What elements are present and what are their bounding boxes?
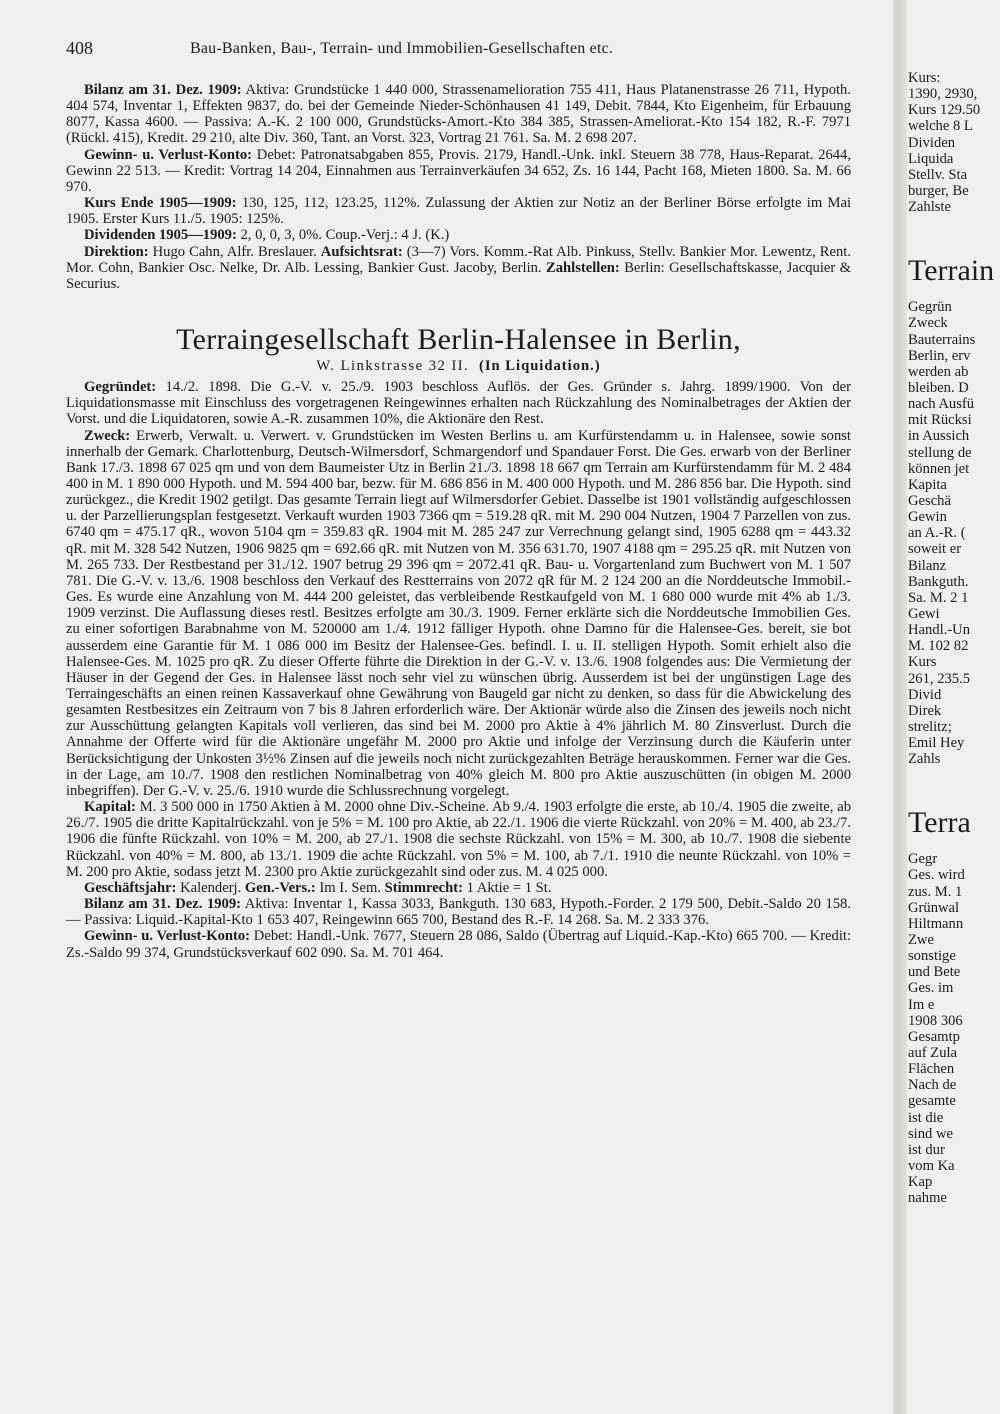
right-fragment-line: können jet (908, 460, 970, 477)
right-fragment-line: Zwe (908, 932, 934, 949)
right-mid-lines (908, 299, 1000, 767)
right-fragment-line: Zahls (908, 751, 941, 768)
right-fragment-line: Direk (908, 702, 942, 719)
right-fragment-line: 1908 306 (908, 1012, 963, 1029)
price-paragraph: Kurs Ende 1905—1909: 130, 125, 112, 123.25, 112%. Zulassung der Aktien zur Notiz an der Berliner Börse erfolgte im Mai 1905. Erster Kurs 11./5. 1905: 125%. (66, 195, 851, 228)
right-fragment-line: 1390, 2930, (908, 86, 978, 103)
right-fragment-line: Bauterrains (908, 331, 976, 348)
right-fragment-line: nahme (908, 1190, 947, 1207)
right-fragment-line: Grünwal (908, 899, 960, 916)
right-fragment-line: Kap (908, 1174, 933, 1191)
right-column-fragment (908, 70, 1000, 1414)
board-paragraph: Direktion: Hugo Cahn, Alfr. Breslauer. Aufsichtsrat: (3—7) Vors. Komm.-Rat Alb. Pinkuss, Stellv. Bankier Mor. Lewentz, Rent. Mor. Cohn, Bankier Osc. Nelke, Dr. Alb. Lessing, Bankier Gust. Jacoby, Berlin. Zahlstellen: Berlin: Gesellschaftskasse, Jacquier & Securius. (66, 243, 851, 292)
right-fragment-line: mit Rücksi (908, 412, 972, 429)
right-fragment-line: Gegrün (908, 299, 952, 316)
right-fragment-line: Kurs (908, 654, 937, 671)
right-fragment-line: strelitz; (908, 718, 952, 735)
right-title-2: Terra (908, 806, 971, 840)
right-fragment-line: sind we (908, 1125, 953, 1142)
right-fragment-line: 261, 235.5 (908, 670, 971, 687)
meeting-paragraph: Geschäftsjahr: Kalenderj. Gen.-Vers.: Im I. Sem. Stimmrecht: 1 Aktie = 1 St. (84, 879, 552, 896)
right-fragment-line: Zweck (908, 315, 948, 332)
profit-loss-paragraph: Gewinn- u. Verlust-Konto: Debet: Patronatsabgaben 855, Provis. 2179, Handl.-Unk. inkl. Steuern 38 778, Haus-Reparat. 2644, Gewinn 22 513. — Kredit: Vortrag 14 204, Einnahmen aus Terrainverkäufen 34 652, Zs. 16 144, Pacht 168, Mieten 1800. Sa. M. 66 970. (66, 146, 851, 195)
founded-paragraph: Gegründet: 14./2. 1898. Die G.-V. v. 25./9. 1903 beschloss Auflös. der Ges. Gründer s. Jahrg. 1899/1900. Von der Liquidationsmasse mit Einschluss des vorgetragenen Reingewinnes erhalten nach Rückzahlung des Nominalbetrages der Aktien der Vorst. und die Liquidatoren, sowie A.-R. zusammen 10%, die Aktionäre den Rest. (66, 379, 851, 428)
right-fragment-line: Ges. im (908, 980, 954, 997)
right-fragment-line: Divid (908, 686, 942, 703)
right-fragment-line: Zahlste (908, 199, 951, 216)
right-fragment-line: ist die (908, 1109, 944, 1126)
right-fragment-line: bleiben. D (908, 379, 969, 396)
right-fragment-line: Dividen (908, 134, 956, 151)
right-fragment-line: stellung de (908, 444, 972, 461)
right-fragment-line: Im e (908, 996, 935, 1013)
balance-paragraph: Bilanz am 31. Dez. 1909: Aktiva: Grundstücke 1 440 000, Strassenamelioration 755 411, Haus Platanenstrasse 26 711, Hypoth. 404 574, Inventar 1, Effekten 9837, do. bei der Gemeinde Nieder-Schönhausen 41 149, Debit. 7844, Kto Eigenheim, für Erbauung 8077, Kassa 4600. — Passiva: A.-K. 2 100 000, Grundstücks-Amort.-Kto 384 385, Strassen-Ameliorat.-Kto 154 182, R.-F. 7971 (Rückl. 415), Kredit. 29 210, alte Div. 360, Tant. an Vorst. 323, Vortrag 21 761. Sa. M. 2 698 207. (66, 82, 852, 147)
right-fragment-line: Nach de (908, 1077, 957, 1094)
right-top-lines (908, 70, 1000, 215)
right-fragment-line: Sa. M. 2 1 (908, 589, 969, 606)
right-fragment-line: an A.-R. ( (908, 525, 966, 542)
right-fragment-line: und Bete (908, 964, 961, 981)
running-head: Bau-Banken, Bau-, Terrain- und Immobilien-Gesellschaften etc. (190, 40, 614, 57)
right-fragment-line: Berlin, erv (908, 347, 971, 364)
right-fragment-line: Emil Hey (908, 735, 965, 752)
right-fragment-line: soweit er (908, 541, 962, 558)
page-number: 408 (66, 38, 93, 58)
left-column (66, 38, 851, 961)
right-fragment-line: vom Ka (908, 1158, 955, 1175)
right-fragment-line: M. 102 82 (908, 638, 969, 655)
right-fragment-line: Handl.-Un (908, 622, 971, 639)
right-fragment-line: werden ab (908, 363, 969, 380)
capital-paragraph: Kapital: M. 3 500 000 in 1750 Aktien à M. 2000 ohne Div.-Scheine. Ab 9./4. 1903 erfolgte die erste, ab 10./4. 1905 die zweite, ab 26./7. 1905 die dritte Kapitalrückzahl. von je 5% = M. 100 pro Aktie, ab 22./1. 1906 die vierte Rückzahl. von 20% = M. 400, ab 23./7. 1906 die fünfte Rückzahl. von 10% = M. 200, ab 27./1. 1908 die sechste Rückzahl. von 15% = M. 300, ab 10./7. 1908 die siebente Rückzahl. von 40% = M. 800, ab 13./1. 1909 die achte Rückzahl. von 5% = M. 100, ab 7./1. 1910 die neunte Rückzahl. von 10% = M. 200 pro Aktie, sodass jetzt M. 2300 pro Aktie zurückgezahlt sind oder zus. M. 4 025 000. (66, 799, 851, 880)
right-fragment-line: Bankguth. (908, 573, 969, 590)
profit-loss-paragraph: Gewinn- u. Verlust-Konto: Debet: Handl.-Unk. 7677, Steuern 28 086, Saldo (Übertrag auf Liquid.-Kap.-Kto) 665 700. — Kredit: Zs.-Saldo 99 374, Grundstücksverkauf 602 090. Sa. M. 701 464. (66, 928, 851, 961)
company-title: Terraingesellschaft Berlin-Halensee in Berlin, (176, 323, 741, 357)
right-fragment-line: Gewi (908, 605, 940, 622)
right-fragment-line: Bilanz (908, 557, 947, 574)
right-fragment-line: Gegr (908, 851, 938, 868)
right-fragment-line: in Aussich (908, 428, 970, 445)
page-header (66, 38, 851, 68)
right-fragment-line: burger, Be (908, 182, 969, 199)
right-fragment-line: Kurs: (908, 70, 941, 86)
right-fragment-line: Kapita (908, 476, 947, 493)
right-fragment-line: Flächen (908, 1061, 955, 1078)
right-fragment-line: auf Zula (908, 1045, 958, 1062)
right-fragment-line: Liquida (908, 150, 954, 167)
right-fragment-line: sonstige (908, 948, 956, 965)
right-fragment-line: Ges. wird (908, 867, 965, 884)
company-subtitle (66, 358, 851, 375)
previous-company-entry (66, 82, 851, 292)
right-title-1: Terrain (908, 254, 995, 288)
right-fragment-line: Kurs 129.50 (908, 102, 981, 119)
right-fragment-line: Gesamtp (908, 1028, 960, 1045)
company-address: W. Linkstrasse 32 II. (316, 358, 470, 375)
page-gutter (893, 0, 907, 1414)
company-entry (66, 379, 851, 961)
right-fragment-line: Hiltmann (908, 915, 964, 932)
right-bottom-lines (908, 851, 1000, 1206)
right-fragment-line: ist dur (908, 1141, 945, 1158)
right-fragment-line: zus. M. 1 (908, 883, 963, 900)
liquidation-status: (In Liquidation.) (478, 358, 601, 375)
purpose-paragraph: Zweck: Erwerb, Verwalt. u. Verwert. v. Grundstücken im Westen Berlins u. am Kurfürstendamm u. in Halensee, sowie sonst innerhalb der Gemark. Charlottenburg, Deutsch-Wilmersdorf, Schmargendorf und Spandauer Forst. Die Ges. erwarb von der Berliner Bank 17./3. 1898 67 025 qm und von dem Baumeister Utz in Berlin 21./3. 1898 18 667 qm Terrain am Kurfürstendamm für M. 2 484 400 in M. 1 890 000 Hypoth. und M. 594 400 bar, bezw. für M. 686 856 in M. 400 000 Hypoth. und M. 286 856 bar. Die Hypoth. sind zurückgez., die Kredit 1902 getilgt. Das gesamte Terrain liegt auf Wilmersdorfer Gebiet. Dasselbe ist 1901 vollständig aufgeschlossen u. der Parzellierungsplan festgesetzt. Verkauft wurden 1903 7366 qm = 519.28 qR. mit M. 290 004 Nutzen, 1904 7 Parzellen von zus. 6740 qm = 475.17 qR., wovon 5104 qm = 359.83 qR. 1904 mit M. 285 247 zur Verrechnung gelangt sind, 1905 6288 qm = 443.32 qR. mit M. 328 542 Nutzen, 1906 9825 qm = 692.66 qR. mit Nutzen von M. 356 631.70, 1907 4188 qm = 295.25 qR. mit Nutzen von M. 265 733. Der Restbestand per 31./12. 1907 betrug 29 396 qm = 2072.41 qR. Bau- u. Vorgartenland zum Buchwert von M. 1 507 781. Die G.-V. v. 13./6. 1908 beschloss den Verkauf des Restterrains von 2072 qR für M. 2 124 200 an die Norddeutsche Immobil.-Ges. Es wurde eine Anzahlung von M. 444 200 geleistet, das verbleibende Restkaufgeld von M. 1 680 000 wurde mit 4% ab 1./3. 1909 verzinst. Die Auflassung dieses restl. Besitzes erfolgte am 30./3. 1909. Ferner erklärte sich die Norddeutsche Immobilien Ges. zu einer sofortigen Barabnahme von M. 520000 am 1./4. 1912 fälliger Hypoth. ohne Damno für die Halensee-Ges. bereit, sie bot ausserdem eine Garantie für M. 1 086 000 im Besitz der Halensee-Ges. befindl. I. u. II. stelligen Hypoth. Somit erhielt also die Halensee-Ges. M. 1025 pro qR. Zu dieser Offerte führte die Direktion in der G.-V. v. 13./6. 1908 folgendes aus: Die Vermietung der Häuser in der Gegend der Ges. in Halensee lässt noch sehr viel zu wünschen übrig. Ausserdem ist bei der ungünstigen Lage des Terraingeschäfts an einen reinen Kassaverkauf ohne Gewährung von Baugeld gar nicht zu denken, so dass für die Abwickelung des gesamten Restbesitzes ein Zeitraum von 7 bis 8 Jahren erforderlich wäre. Der Aktionär würde also die Zinsen des jeweils noch nicht zur Ausschüttung gelangten Kapitals voll verlieren, das sind bei M. 2000 pro Aktie à 4% jährlich M. 80 Zinsverlust. Durch die Annahme der Offerte wird für die Aktionäre ungefähr M. 2000 pro Aktie und infolge der Verzinsung durch die Käuferin unter Berücksichtigung der Unkosten 3½% Zinsen auf die jeweils noch nicht zurückgezahlten Beträge herauskommen. Ferner war die Ges. in der Lage, am 10./7. 1908 den restlichen Nominalbetrag von 40% gleich M. 800 pro Aktie auszuschütten (in obigen M. 2000 inbegriffen). Der G.-V. v. 25./6. 1910 wurde die Schlussrechnung vorgelegt. (66, 427, 851, 799)
right-fragment-line: Stellv. Sta (908, 166, 968, 183)
right-fragment-line: gesamte (908, 1093, 956, 1110)
balance-paragraph: Bilanz am 31. Dez. 1909: Aktiva: Inventar 1, Kassa 3033, Bankguth. 130 683, Hypoth.-Forder. 2 179 500, Debit.-Saldo 20 158. — Passiva: Liquid.-Kapital-Kto 1 653 407, Reingewinn 665 700, Bestand des R.-F. 14 268. Sa. M. 2 333 376. (66, 896, 851, 929)
dividend-paragraph: Dividenden 1905—1909: 2, 0, 0, 3, 0%. Coup.-Verj.: 4 J. (K.) (84, 227, 450, 244)
right-fragment-line: welche 8 L (908, 118, 973, 135)
right-fragment-line: Gewin (908, 509, 947, 526)
right-fragment-line: nach Ausfü (908, 396, 975, 413)
right-fragment-line: Geschä (908, 492, 951, 509)
